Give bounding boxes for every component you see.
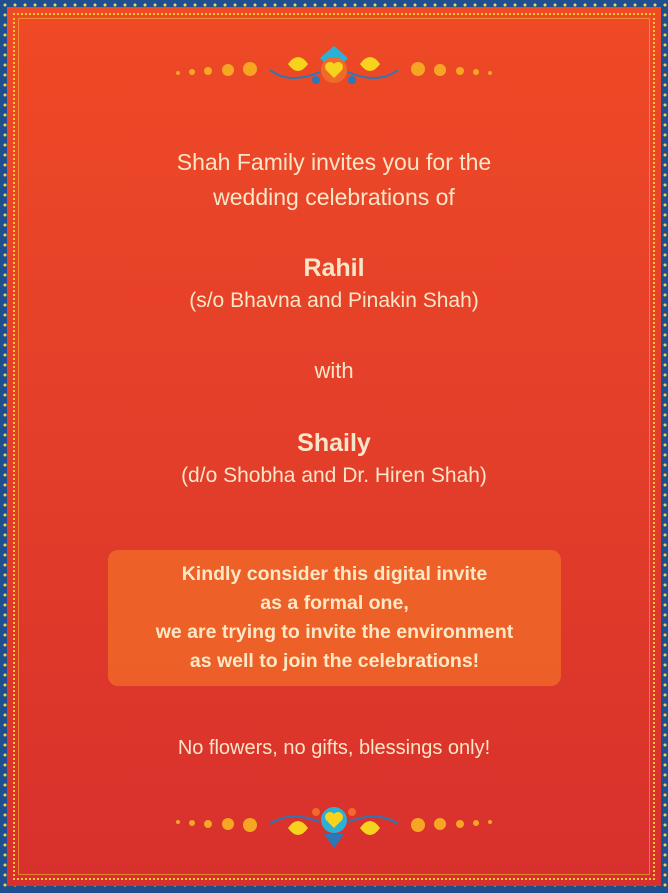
note-line-4: as well to join the celebrations!: [189, 650, 480, 672]
groom-parents: (s/o Bhavna and Pinakin Shah): [189, 289, 479, 312]
note-line-1: Kindly consider this digital invite: [181, 563, 488, 585]
floral-heart-ornament-icon: [170, 800, 498, 850]
note-line-3: we are trying to invite the environment: [155, 621, 514, 643]
groom-name: Rahil: [303, 254, 365, 282]
bride-parents: (d/o Shobha and Dr. Hiren Shah): [181, 464, 487, 487]
connector-with: with: [314, 358, 354, 383]
intro-line-2: wedding celebrations of: [213, 184, 455, 210]
intro-line-1: Shah Family invites you for the: [176, 149, 492, 175]
bride-name: Shaily: [297, 429, 371, 457]
floral-heart-ornament-icon: [170, 40, 498, 90]
note-line-2: as a formal one,: [260, 592, 409, 614]
intro-text: [0, 145, 668, 215]
closing-text: No flowers, no gifts, blessings only!: [177, 737, 491, 759]
